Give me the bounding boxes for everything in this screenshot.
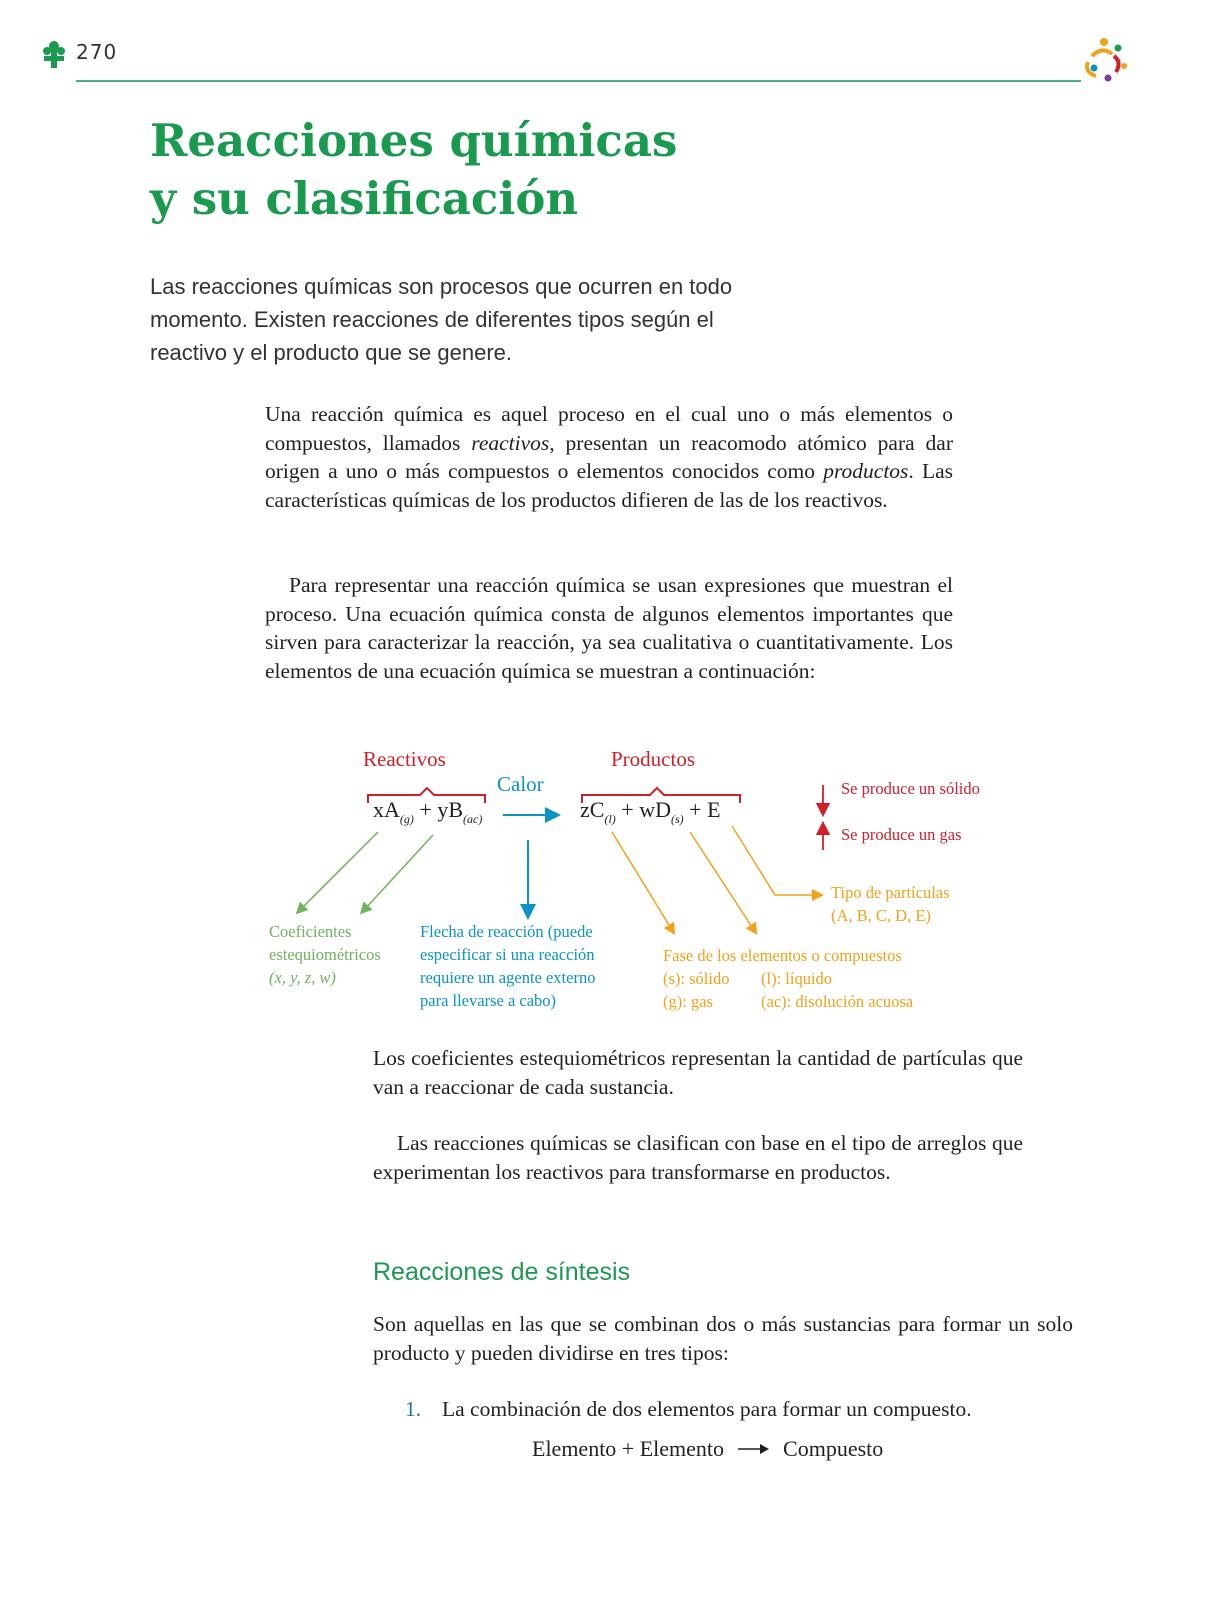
coef-line-3: (x, y, z, w)	[269, 968, 336, 987]
plus-sign: +	[615, 797, 640, 822]
reactivos-label: Reactivos	[363, 747, 446, 771]
p1-part2: , presentan un reacomodo atómico para dar origen a uno o más compuestos o elementos conocidos como	[265, 430, 953, 483]
coef-line-1: Coeficientes	[269, 922, 352, 941]
calor-label: Calor	[497, 772, 544, 796]
p1-italic-reactivos: reactivos	[471, 430, 550, 455]
arrow-label-line-4: para llevarse a cabo)	[420, 991, 557, 1010]
paragraph-classification: Las reacciones químicas se clasifican con base en el tipo de arreglos que experimentan los reactivos para transformarse en productos.	[373, 1131, 1023, 1184]
title-line-2: y su clasificación	[150, 172, 579, 225]
coef-line-2: estequiométricos	[269, 945, 381, 964]
equation-right: Compuesto	[783, 1436, 884, 1461]
gas-legend: Se produce un gas	[841, 825, 962, 844]
arrow-phase-l	[612, 832, 672, 930]
equation-left: Elemento + Elemento	[532, 1436, 725, 1461]
product-d-phase: (s)	[670, 812, 684, 826]
product-c: zC	[580, 797, 605, 822]
p1-part1: Una reacción química es aquel proceso en el cual uno o más elementos o compuestos, llamados	[265, 402, 953, 455]
reactant-b-phase: (ac)	[463, 812, 483, 826]
list-item-number: 1.	[405, 1397, 422, 1421]
title-line-1: Reacciones químicas	[150, 114, 678, 167]
phase-gas: (g): gas	[663, 992, 713, 1011]
reactant-a: xA	[373, 797, 400, 822]
arrow-coef-x	[300, 832, 378, 910]
product-c-phase: (l)	[604, 812, 616, 826]
coefficients-label	[269, 920, 381, 989]
paragraph-coefficients: Los coeficientes estequiométricos representan la cantidad de partículas que van a reaccionar de cada sustancia.	[373, 1046, 1023, 1099]
reactant-a-phase: (g)	[399, 812, 414, 826]
reaction-arrow-label	[420, 920, 595, 1012]
particle-type-line-2: (A, B, C, D, E)	[831, 906, 931, 925]
paragraph-representation: Para representar una reacción química se usan expresiones que muestran el proceso. Una ecuación química consta de algunos elementos importantes que sirven para caracterizar la reacción, ya sea cualitativa o cuantitativamente. Los elementos de una ecuación química se muestran a continuación:	[265, 573, 953, 683]
plus-sign: +	[413, 797, 438, 822]
arrow-label-line-3: requiere un agente externo	[420, 968, 596, 987]
arrow-coef-y	[364, 835, 433, 910]
list-item-text: La combinación de dos elementos para formar un compuesto.	[442, 1397, 972, 1421]
intro-text: Las reacciones químicas son procesos que ocurren en todo momento. Existen reacciones de diferentes tipos según el reactivo y el producto que se genere.	[150, 274, 733, 365]
product-d: wD	[639, 797, 671, 822]
p1-italic-productos: productos	[823, 459, 909, 483]
phase-aqueous: (ac): disolución acuosa	[761, 992, 914, 1011]
section-heading: Reacciones de síntesis	[373, 1258, 631, 1286]
particle-type-line-1: Tipo de partículas	[831, 883, 950, 902]
arrow-label-line-1: Flecha de reacción (puede	[420, 922, 593, 941]
productos-label: Productos	[611, 747, 695, 771]
right-arrow-icon	[736, 1442, 772, 1456]
phase-title: Fase de los elementos o compuestos	[663, 946, 902, 965]
phase-solid: (s): sólido	[663, 969, 730, 988]
reactants-equation	[373, 797, 482, 827]
p1-part3: . Las características químicas de los productos difieren de las de los reactivos.	[265, 459, 953, 512]
reactant-b: yB	[437, 797, 463, 822]
arrow-label-line-2: especificar si una reacción	[420, 945, 595, 964]
phase-liquid: (l): líquido	[761, 969, 833, 988]
products-equation	[580, 797, 721, 827]
plus-sign: +	[683, 797, 708, 822]
arrow-particle-type	[732, 826, 818, 895]
product-e: E	[707, 797, 721, 822]
example-equation	[532, 1436, 883, 1462]
particle-type-label	[831, 881, 950, 927]
page-number: 270	[76, 40, 118, 64]
solid-legend: Se produce un sólido	[841, 779, 980, 798]
paragraph-synthesis: Son aquellas en las que se combinan dos o más sustancias para formar un solo producto y pueden dividirse en tres tipos:	[373, 1312, 1073, 1365]
